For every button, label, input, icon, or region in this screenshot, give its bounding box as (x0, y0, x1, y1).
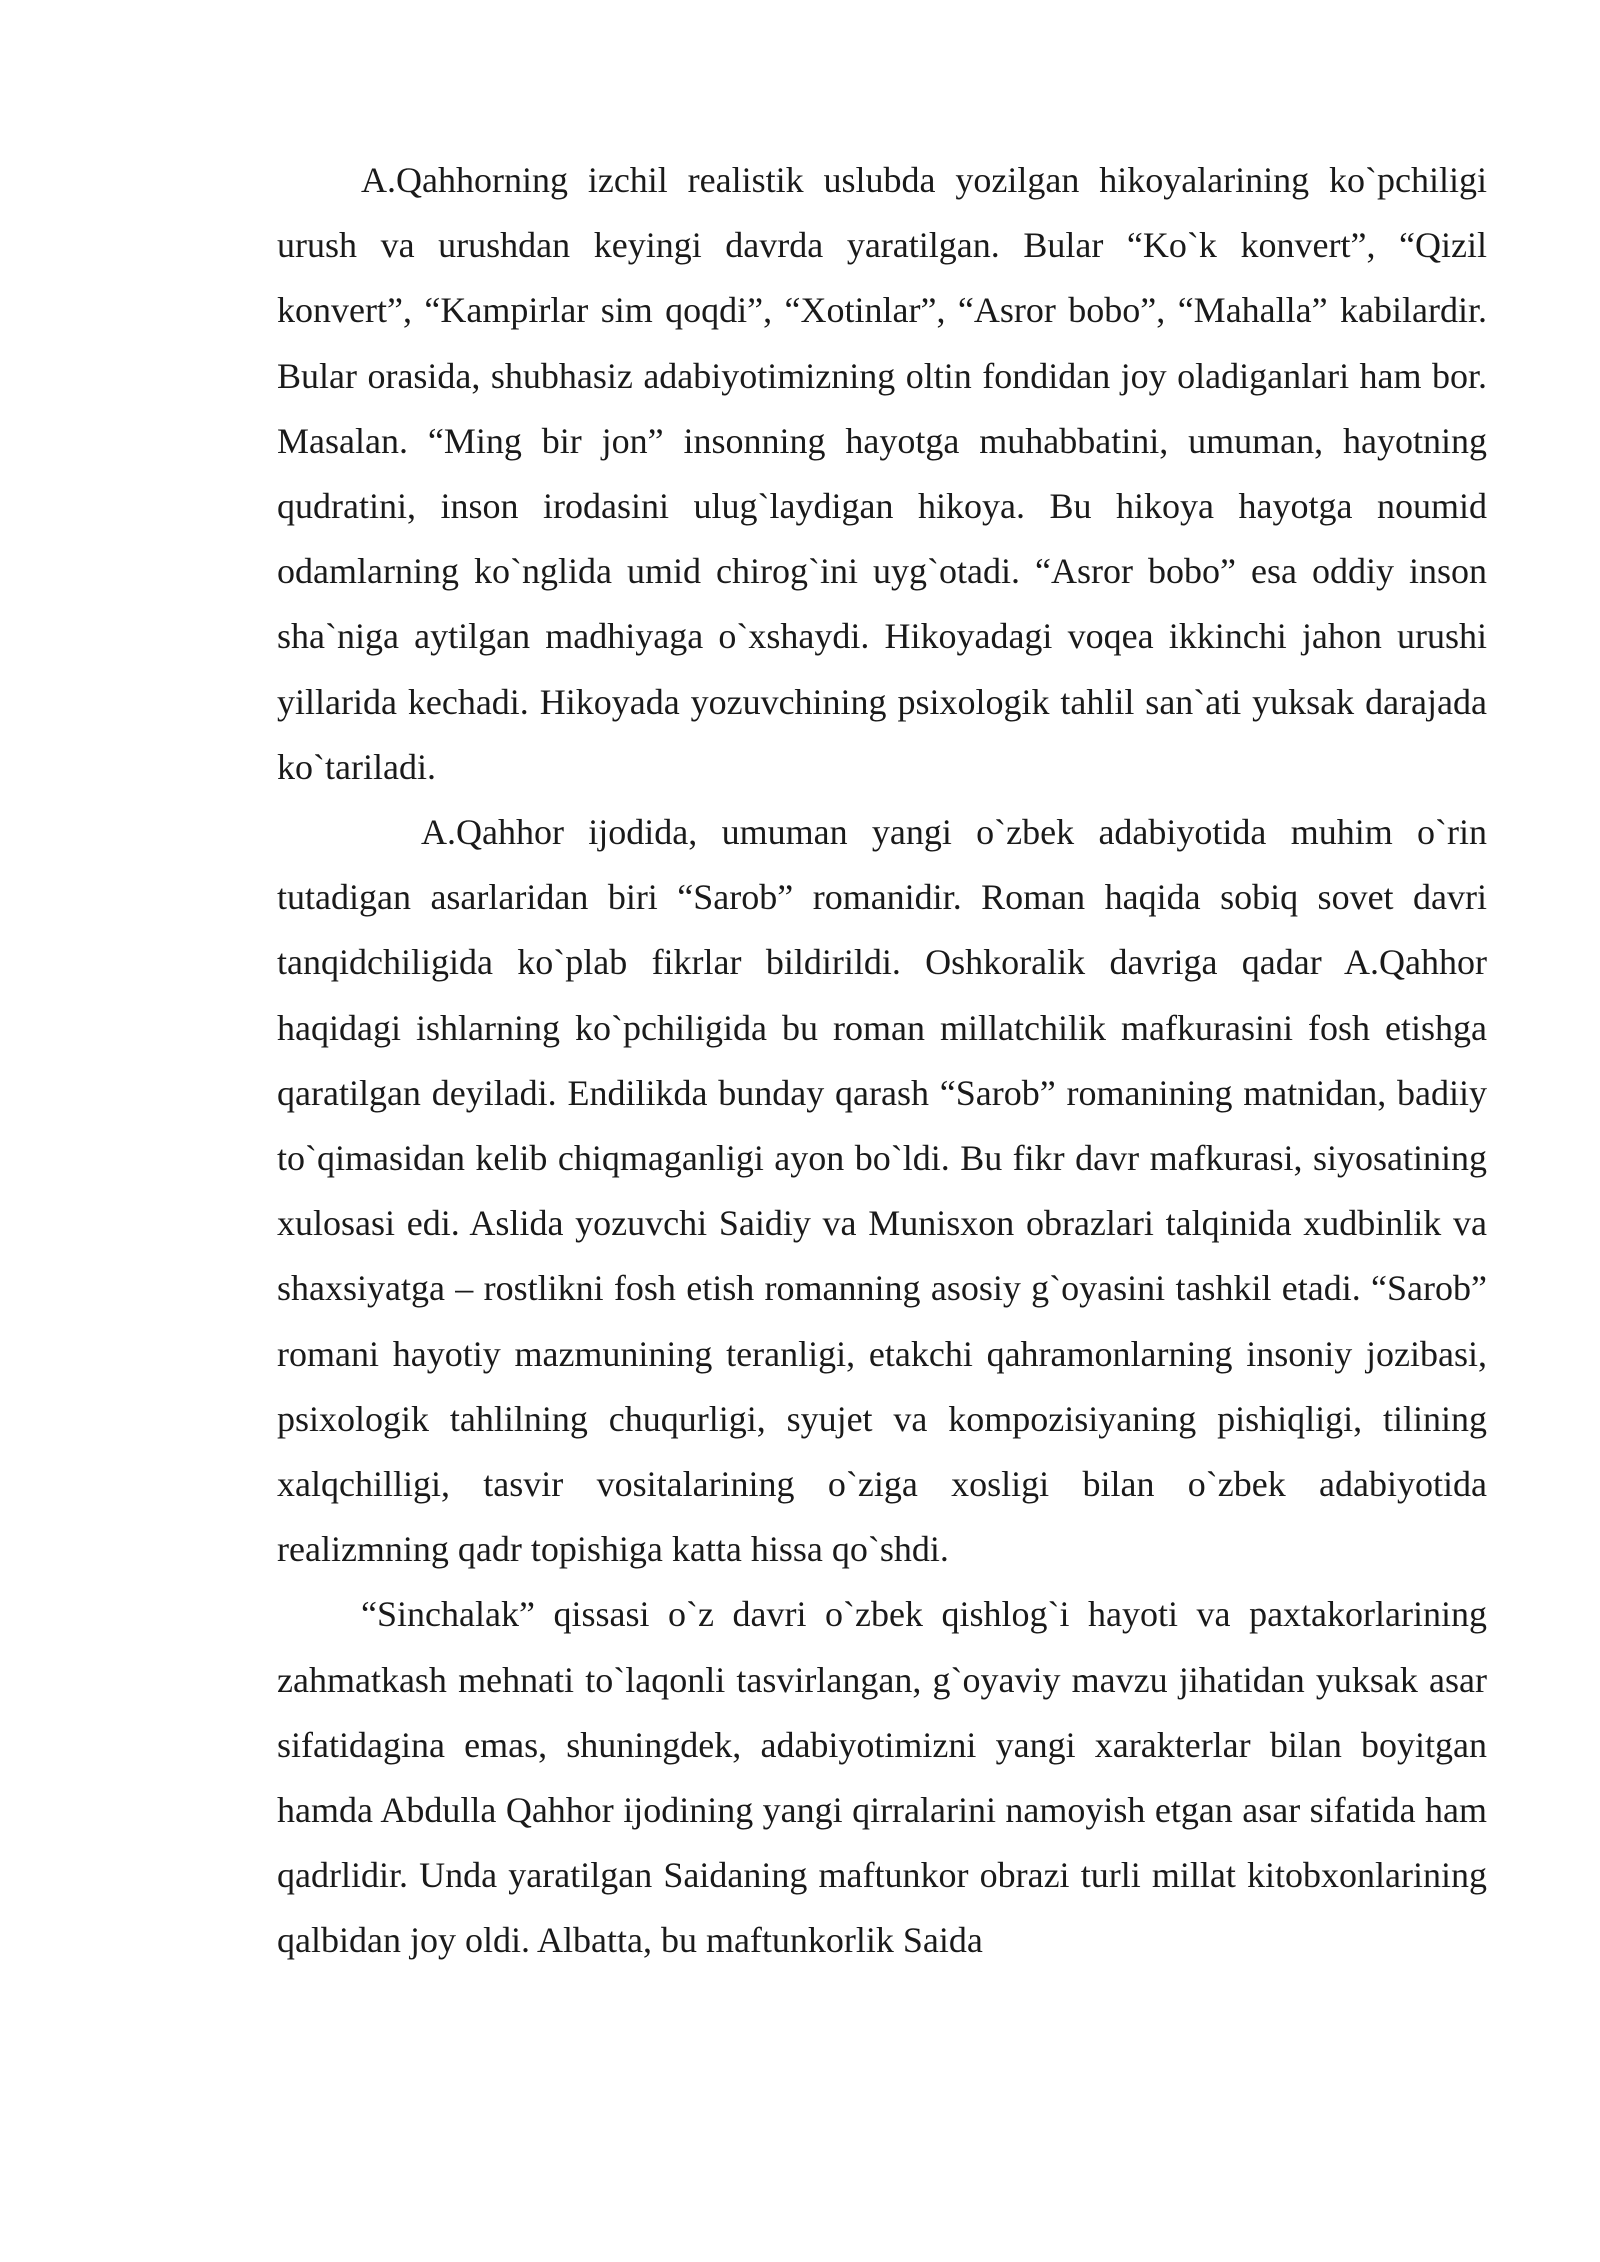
paragraph-sinchalak-story: “Sinchalak” qissasi o`z davri o`zbek qishlog`i hayoti va paxtakorlarining zahmatkash mehnati to`laqonli tasvirlangan, g`oyaviy mavzu jihatidan yuksak asar sifatidagina emas, shuningdek, adabiyotimizni yangi xarakterlar bilan boyitgan hamda Abdulla Qahhor ijodining yangi qirralarini namoyish etgan asar sifatida ham qadrlidir. Unda yaratilgan Saidaning maftunkor obrazi turli millat kitobxonlarining qalbidan joy oldi. Albatta, bu maftunkorlik Saida (277, 1594, 1487, 1961)
paragraph-sarob-novel: A.Qahhor ijodida, umuman yangi o`zbek adabiyotida muhim o`rin tutadigan asarlaridan biri “Sarob” romanidir. Roman haqida sobiq sovet davri tanqidchiligida ko`plab fikrlar bildirildi. Oshkoralik davriga qadar A.Qahhor haqidagi ishlarning ko`pchiligida bu roman millatchilik mafkurasini fosh etishga qaratilgan deyiladi. Endilikda bunday qarash “Sarob” romanining matnidan, badiiy to`qimasidan kelib chiqmaganligi ayon bo`ldi. Bu fikr davr mafkurasi, siyosatining xulosasi edi. Aslida yozuvchi Saidiy va Munisxon obrazlari talqinida xudbinlik va shaxsiyatga – rostlikni fosh etish romanning asosiy g`oyasini tashkil etadi. “Sarob” romani hayotiy mazmunining teranligi, etakchi qahramonlarning insoniy jozibasi, psixologik tahlilning chuqurligi, syujet va kompozisiyaning pishiqligi, tilining xalqchilligi, tasvir vositalarining o`ziga xosligi bilan o`zbek adabiyotida realizmning qadr topishiga katta hissa qo`shdi. (277, 812, 1487, 1570)
paragraph-qahhor-stories: A.Qahhorning izchil realistik uslubda yozilgan hikoyalarining ko`pchiligi urush va urushdan keyingi davrda yaratilgan. Bular “Ko`k konvert”, “Qizil konvert”, “Kampirlar sim qoqdi”, “Xotinlar”, “Asror bobo”, “Mahalla” kabilardir. Bular orasida, shubhasiz adabiyotimizning oltin fondidan joy oladiganlari ham bor. Masalan. “Ming bir jon” insonning hayotga muhabbatini, umuman, hayotning qudratini, inson irodasini ulug`laydigan hikoya. Bu hikoya hayotga noumid odamlarning ko`nglida umid chirog`ini uyg`otadi. “Asror bobo” esa oddiy inson sha`niga aytilgan madhiyaga o`xshaydi. Hikoyadagi voqea ikkinchi jahon urushi yillarida kechadi. Hikoyada yozuvchining psixologik tahlil san`ati yuksak darajada ko`tariladi. (277, 160, 1487, 787)
document-body (277, 148, 1487, 1974)
